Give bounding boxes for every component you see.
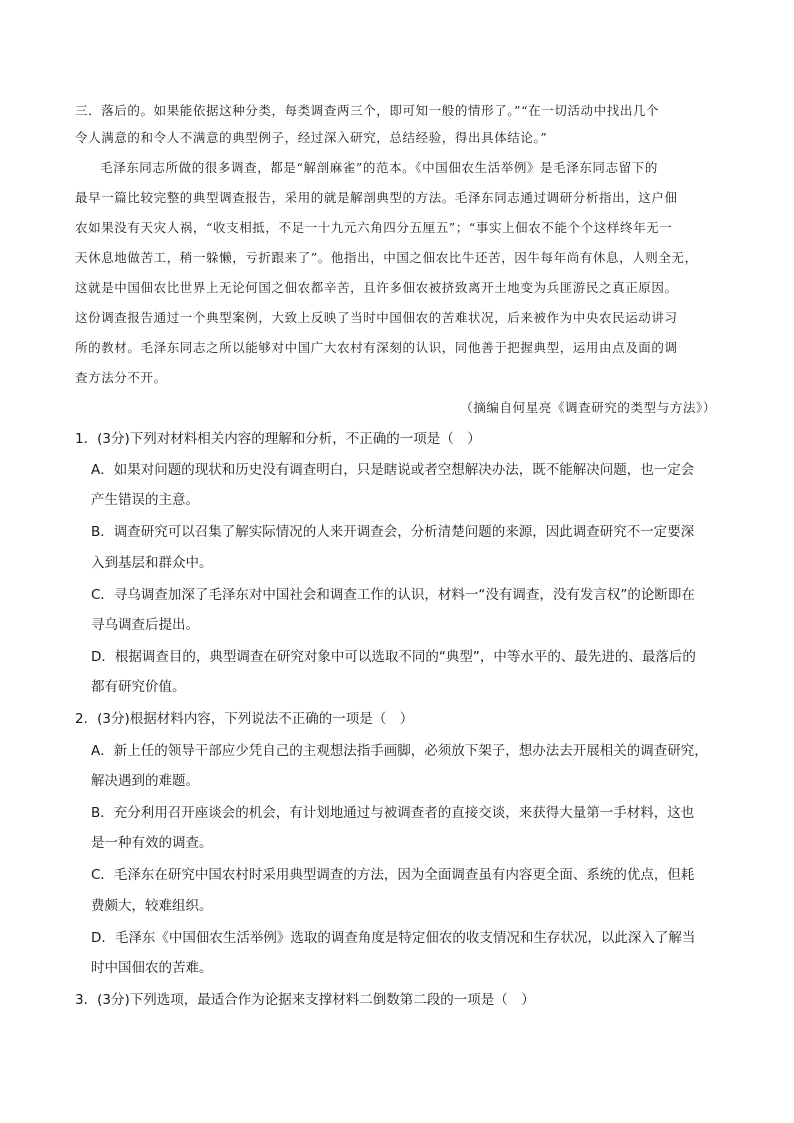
passage-line: 令人满意的和令人不满意的典型例子，经过深入研究，总结经验，得出具体结论。” [75,130,548,145]
passage-source: （摘编自何星亮《调查研究的类型与方法》） [460,400,716,415]
passage-line: 天休息地做苦工，稍一躲懒，亏折跟来了”。他指出，中国之佃农比牛还苦，因牛每年尚有休息，人则全无， [75,250,698,265]
option-d-cont: 都有研究价值。 [91,679,186,695]
option-a-cont: 产生错误的主意。 [91,492,199,508]
option-b: B．充分利用召开座谈会的机会，有计划地通过与被调查者的直接交谈，来获得大量第一手材料，这也 [91,805,695,821]
option-c-cont: 寻乌调查后提出。 [91,617,199,633]
option-d: D．根据调查目的，典型调查在研究对象中可以选取不同的“典型”，中等水平的、最先进的、最落后的 [91,649,696,665]
passage-line: 查方法分不开。 [75,370,167,385]
option-a-cont: 解决遇到的难题。 [91,773,199,789]
option-a: A．如果对问题的现状和历史没有调查明白，只是瞎说或者空想解决办法，既不能解决问题，也一定会 [91,462,695,478]
option-c: C．毛泽东在研究中国农村时采用典型调查的方法，因为全面调查虽有内容更全面、系统的优点，但耗 [91,867,695,883]
passage-line: 毛泽东同志所做的很多调查，都是“解剖麻雀”的范本。《中国佃农生活举例》是毛泽东同志留下的 [100,160,658,175]
option-b: B．调查研究可以召集了解实际情况的人来开调查会，分析清楚问题的来源，因此调查研究不一定要深 [91,524,695,540]
option-d: D．毛泽东《中国佃农生活举例》选取的调查角度是特定佃农的收支情况和生存状况，以此深入了解当 [91,930,696,946]
option-b-cont: 是一种有效的调查。 [91,835,213,851]
option-a: A．新上任的领导干部应少凭自己的主观想法指手画脚，必须放下架子，想办法去开展相关的调查研究， [91,743,708,759]
passage-line: 这份调查报告通过一个典型案例，大致上反映了当时中国佃农的苦难状况，后来被作为中央农民运动讲习 [75,310,678,325]
passage-line: 最早一篇比较完整的典型调查报告，采用的就是解剖典型的方法。毛泽东同志通过调研分析指出，这户佃 [75,190,678,205]
passage-line: 三．落后的。如果能依据这种分类，每类调查两三个，即可知一般的情形了。”“在一切活动中找出几个 [75,103,660,118]
question-stem: 1．(3分)下列对材料相关内容的理解和分析，不正确的一项是（ ） [75,431,481,447]
question-stem: 3．(3分)下列选项，最适合作为论据来支撑材料二倒数第二段的一项是（ ） [75,992,535,1008]
option-b-cont: 入到基层和群众中。 [91,555,213,571]
option-c-cont: 费颇大，较难组织。 [91,898,213,914]
option-c: C．寻乌调查加深了毛泽东对中国社会和调查工作的认识，材料一“没有调查，没有发言权”的论断即在 [91,587,695,603]
passage-line: 这就是中国佃农比世界上无论何国之佃农都辛苦，且许多佃农被挤致离开土地变为兵匪游民之真正原因。 [75,280,678,295]
question-stem: 2．(3分)根据材料内容，下列说法不正确的一项是（ ） [75,711,414,727]
passage-line: 农如果没有天灾人祸，“收支相抵，不足一十九元六角四分五厘五”；“事实上佃农不能个个这样终年无一 [75,220,673,235]
option-d-cont: 时中国佃农的苦难。 [91,960,213,976]
passage-line: 所的教材。毛泽东同志之所以能够对中国广大农村有深刻的认识，同他善于把握典型，运用由点及面的调 [75,340,678,355]
